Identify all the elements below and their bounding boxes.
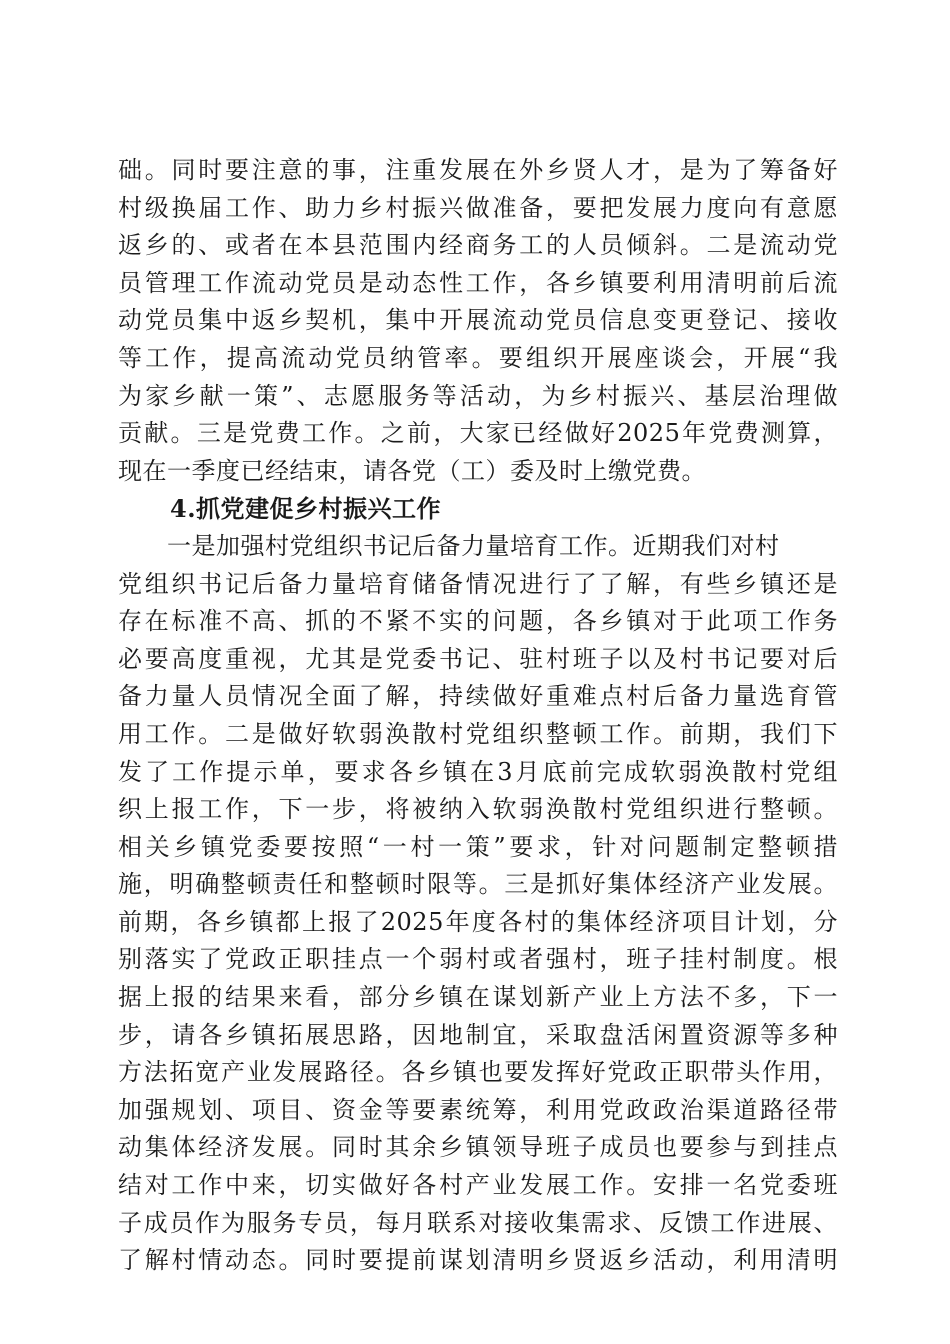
text-line: 发了工作提示单，要求各乡镇在3月底前完成软弱涣散村党组 (118, 757, 838, 786)
section-heading: 4.抓党建促乡村振兴工作 (170, 494, 442, 524)
text-line: 础。同时要注意的事，注重发展在外乡贤人才，是为了筹备好 (118, 156, 838, 184)
text-line: 相关乡镇党委要按照“一村一策”要求，针对问题制定整顿措 (118, 832, 838, 861)
text-line: 织上报工作，下一步，将被纳入软弱涣散村党组织进行整顿。 (118, 795, 838, 824)
text-line: 现在一季度已经结束，请各党（工）委及时上缴党费。 (118, 456, 706, 485)
text-line: 别落实了党政正职挂点一个弱村或者强村，班子挂村制度。根 (118, 945, 838, 974)
text-line: 必要高度重视，尤其是党委书记、驻村班子以及村书记要对后 (118, 644, 838, 673)
text-line: 结对工作中来，切实做好各村产业发展工作。安排一名党委班 (118, 1171, 838, 1200)
text-line: 用工作。二是做好软弱涣散村党组织整顿工作。前期，我们下 (118, 719, 838, 748)
text-line: 员管理工作流动党员是动态性工作，各乡镇要利用清明前后流 (118, 268, 838, 297)
text-line: 加强规划、项目、资金等要素统筹，利用党政政治渠道路径带 (118, 1095, 838, 1124)
text-line: 施，明确整顿责任和整顿时限等。三是抓好集体经济产业发展。 (118, 870, 838, 899)
text-line: 为家乡献一策”、志愿服务等活动，为乡村振兴、基层治理做 (118, 381, 838, 410)
text-line: 方法拓宽产业发展路径。各乡镇也要发挥好党政正职带头作用， (118, 1058, 838, 1087)
text-line: 步，请各乡镇拓展思路，因地制宜，采取盘活闲置资源等多种 (118, 1020, 838, 1049)
text-line: 一是加强村党组织书记后备力量培育工作。近期我们对村 (118, 531, 780, 560)
text-line: 等工作，提高流动党员纳管率。要组织开展座谈会，开展“我 (118, 343, 838, 372)
text-line: 党组织书记后备力量培育储备情况进行了了解，有些乡镇还是 (118, 569, 838, 598)
text-line: 动集体经济发展。同时其余乡镇领导班子成员也要参与到挂点 (118, 1133, 838, 1162)
text-line: 子成员作为服务专员，每月联系对接收集需求、反馈工作进展、 (118, 1208, 838, 1237)
text-line: 了解村情动态。同时要提前谋划清明乡贤返乡活动，利用清明 (118, 1246, 838, 1275)
text-line: 动党员集中返乡契机，集中开展流动党员信息变更登记、接收 (118, 306, 838, 335)
text-line: 村级换届工作、助力乡村振兴做准备，要把发展力度向有意愿 (118, 193, 838, 222)
document-body (118, 152, 838, 1280)
text-line: 前期，各乡镇都上报了2025年度各村的集体经济项目计划，分 (118, 907, 838, 936)
text-line: 据上报的结果来看，部分乡镇在谋划新产业上方法不多，下一 (118, 983, 838, 1012)
text-line: 备力量人员情况全面了解，持续做好重难点村后备力量选育管 (118, 682, 838, 711)
text-line: 返乡的、或者在本县范围内经商务工的人员倾斜。二是流动党 (118, 231, 838, 260)
text-line: 贡献。三是党费工作。之前，大家已经做好2025年党费测算， (118, 419, 838, 448)
text-line: 存在标准不高、抓的不紧不实的问题，各乡镇对于此项工作务 (118, 607, 838, 636)
